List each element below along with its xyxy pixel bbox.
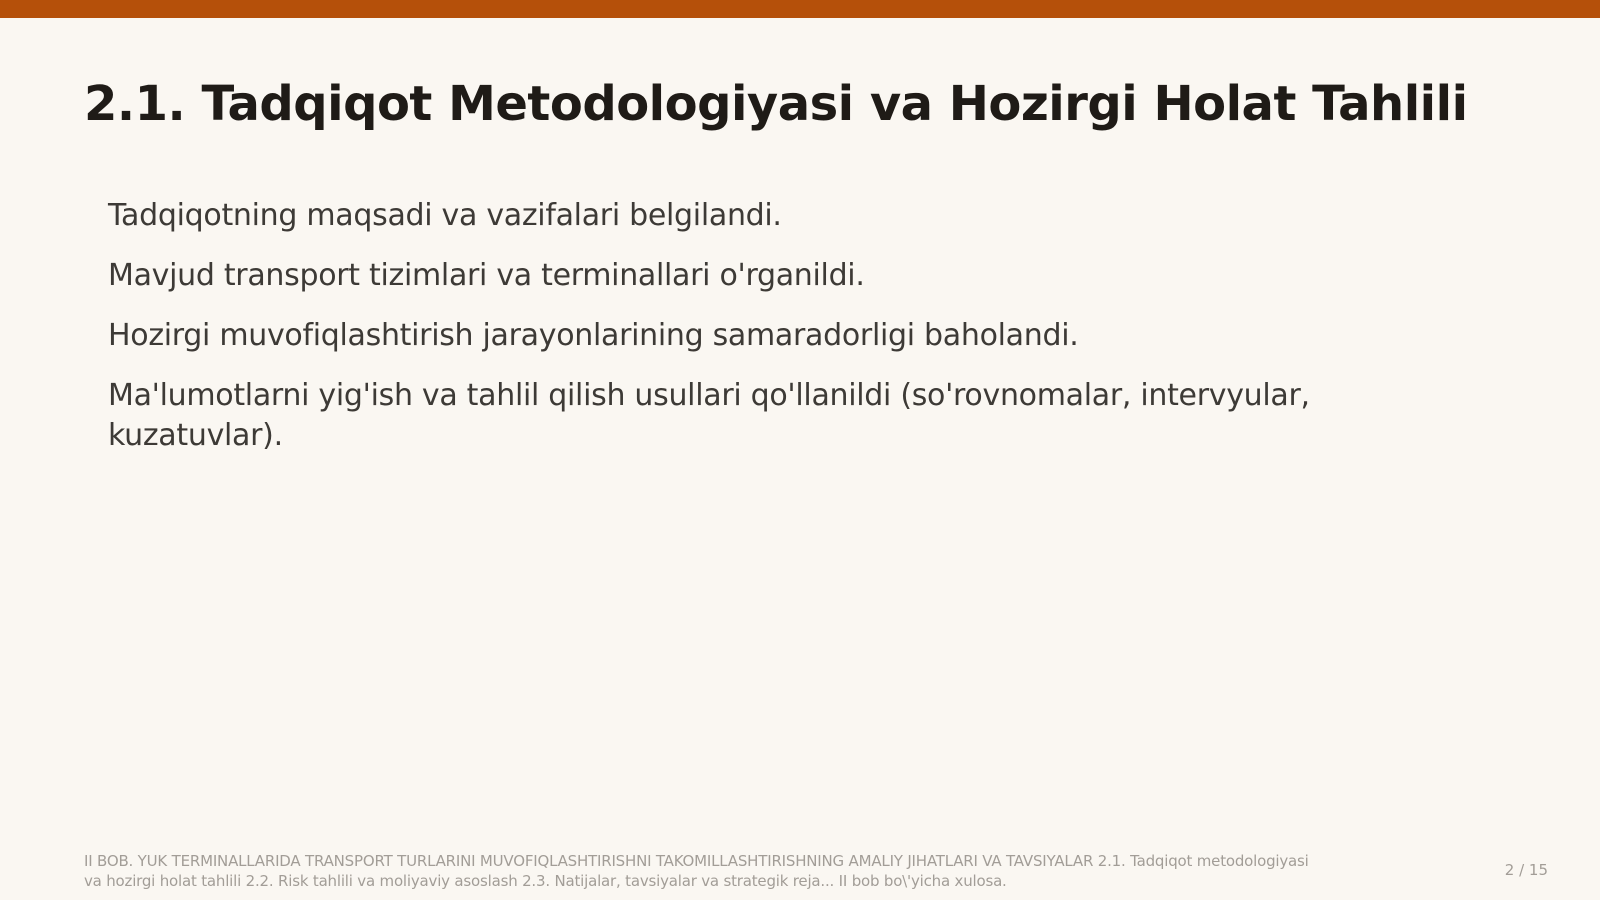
- slide-title: 2.1. Tadqiqot Metodologiyasi va Hozirgi Holat Tahlili: [84, 76, 1468, 132]
- bullet-item: Tadqiqotning maqsadi va vazifalari belgilandi.: [108, 198, 782, 233]
- page-number: 2 / 15: [1504, 861, 1548, 879]
- footer-text: II BOB. YUK TERMINALLARIDA TRANSPORT TURLARINI MUVOFIQLASHTIRISHNI TAKOMILLASHTIRISHNING AMALIY JIHATLARI VA TAVSIYALAR 2.1. Tadqiqot metodologiyasi va hozirgi holat tahlili 2.2. Risk tahlili va moliyaviy asoslash 2.3. Natijalar, tavsiyalar va strategik reja... II bob bo\'yicha xulosa.: [84, 852, 1309, 890]
- top-accent-bar: [0, 0, 1600, 18]
- bullet-list: [108, 196, 1408, 476]
- bullet-item: Mavjud transport tizimlari va terminallari o'rganildi.: [108, 258, 865, 293]
- bullet-item: Ma'lumotlarni yig'ish va tahlil qilish usullari qo'llanildi (so'rovnomalar, intervyular, kuzatuvlar).: [108, 378, 1310, 453]
- bullet-item: Hozirgi muvofiqlashtirish jarayonlarining samaradorligi baholandi.: [108, 318, 1079, 353]
